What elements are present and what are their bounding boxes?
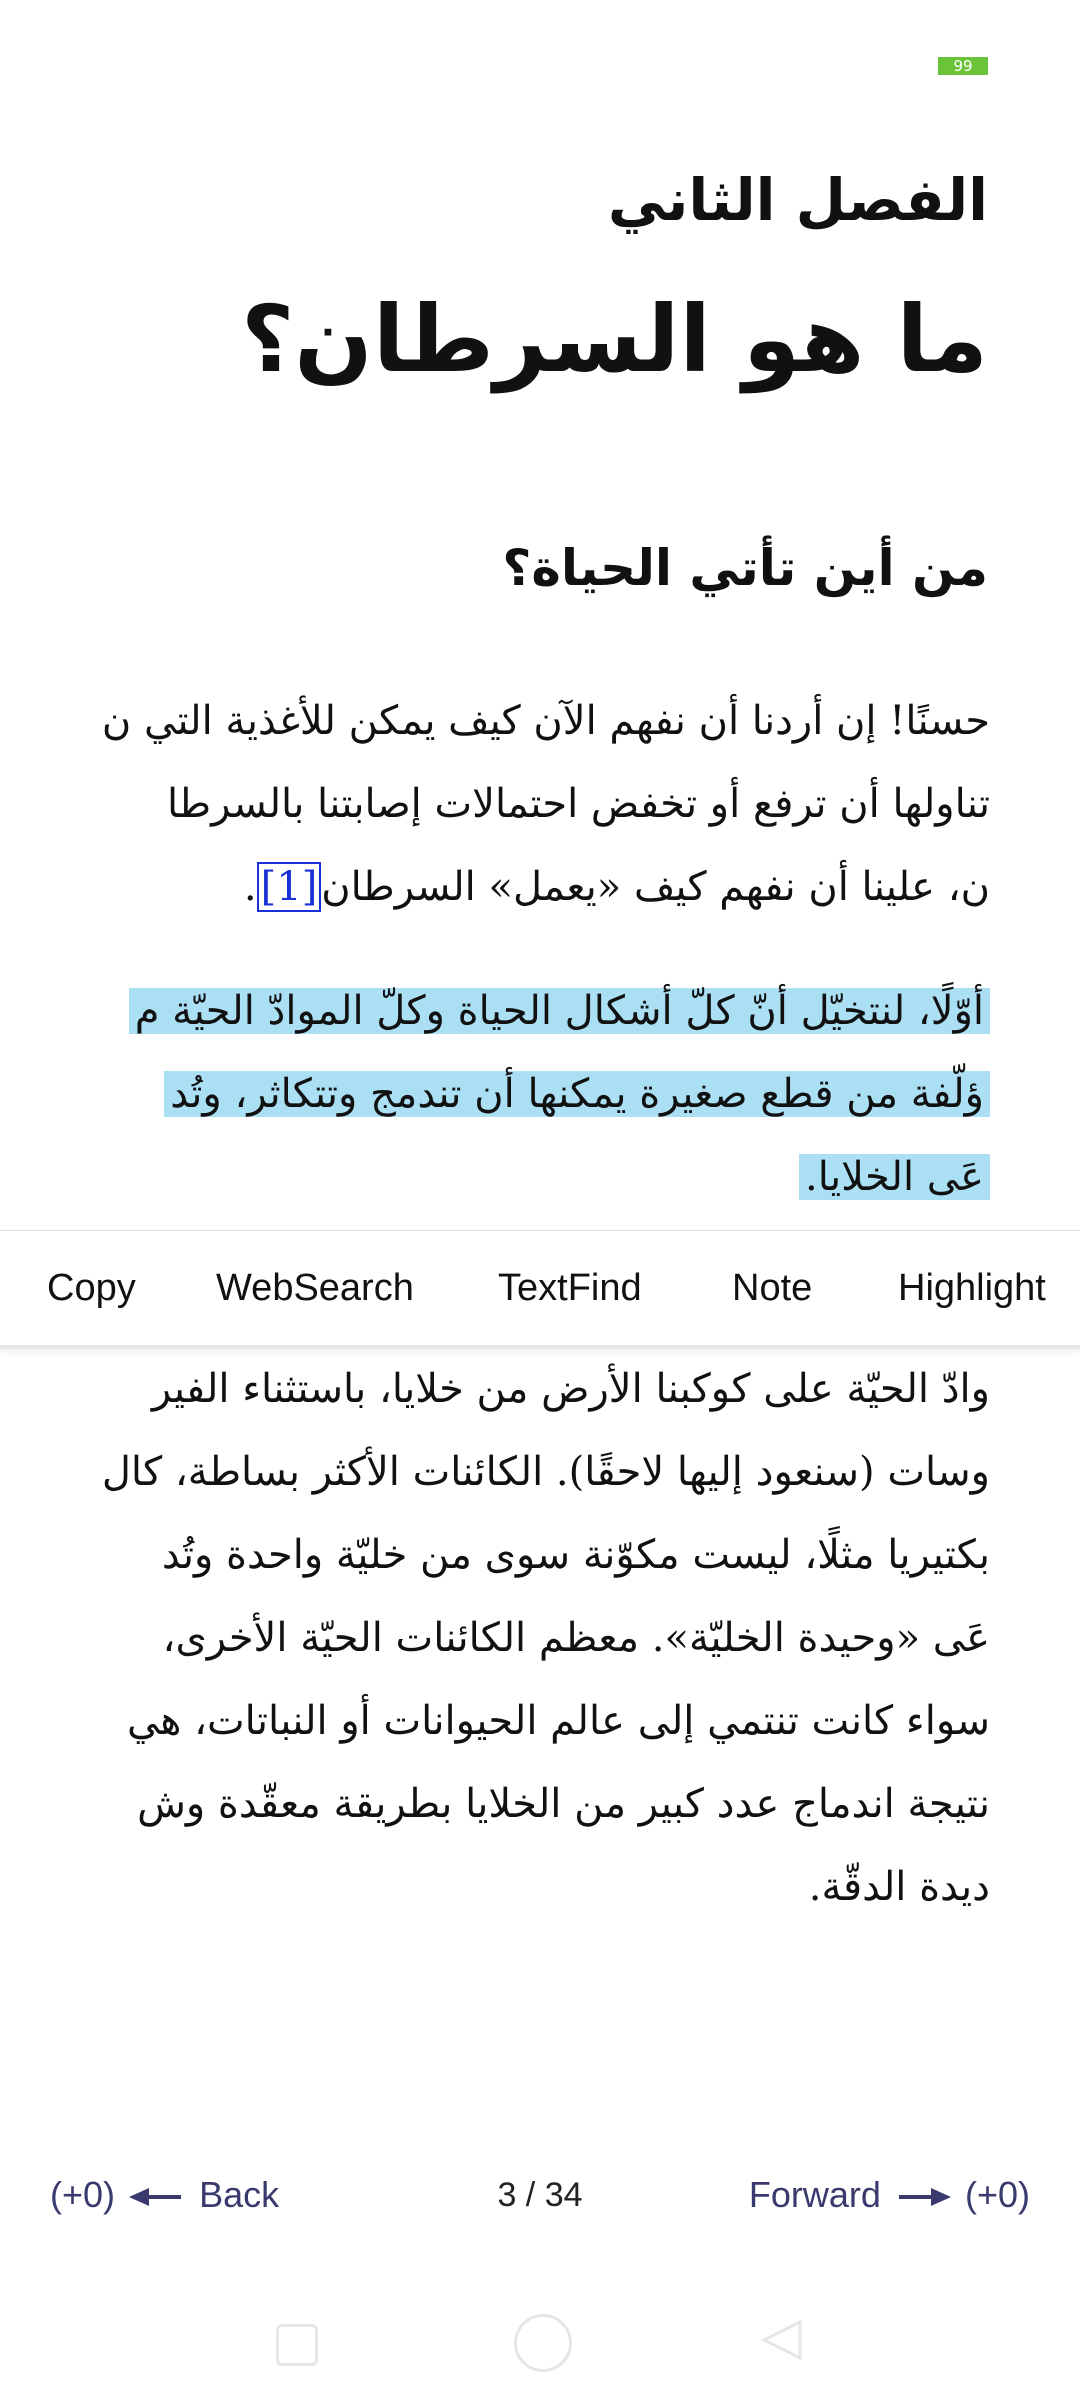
selected-text[interactable]: عَى الخلايا.: [799, 1154, 990, 1200]
paragraph-line: بكتيريا مثلًا، ليست مكوّنة سوى من خليّة واحدة وتُد: [161, 1532, 990, 1578]
paragraph-line: ديدة الدقّة.: [808, 1864, 990, 1910]
page-navigation: [0, 2160, 1080, 2230]
selected-text[interactable]: ؤلّفة من قطع صغيرة يمكنها أن تندمج وتتكاثر، وتُد: [164, 1071, 990, 1117]
paragraph-line: نتيجة اندماج عدد كبير من الخلايا بطريقة معقّدة وش: [137, 1781, 990, 1827]
paragraph-1[interactable]: [90, 680, 990, 929]
system-navigation-bar: [0, 2310, 1080, 2370]
forward-label: Forward: [748, 2174, 881, 2215]
paragraph-line: حسنًا! إن أردنا أن نفهم الآن كيف يمكن للأغذية التي ن: [101, 698, 990, 744]
section-heading: من أين تأتي الحياة؟: [502, 539, 988, 597]
paragraph-line: سواء كانت تنتمي إلى عالم الحيوانات أو النباتات، هي: [126, 1698, 990, 1744]
paragraph-line: وادّ الحيّة على كوكبنا الأرض من خلايا، باستثناء الفير: [151, 1366, 990, 1412]
page-title: ما هو السرطان؟: [240, 286, 988, 393]
paragraph-text: ن، علينا أن نفهم كيف «يعمل» السرطان: [321, 864, 990, 910]
arrow-right-icon: [891, 2162, 955, 2232]
recent-apps-icon[interactable]: [276, 2324, 318, 2366]
footnote-link[interactable]: [1]: [257, 862, 322, 912]
page-indicator: 3 / 34: [497, 2176, 583, 2214]
selected-text[interactable]: أوّلًا، لنتخيّل أنّ كلّ أشكال الحياة وكلّ الموادّ الحيّة م: [129, 988, 990, 1034]
paragraph-end: .: [243, 864, 257, 910]
battery-indicator: 99: [938, 57, 988, 75]
copy-button[interactable]: Copy: [47, 1267, 136, 1309]
selection-toolbar: [0, 1230, 1080, 1349]
back-label: Back: [199, 2174, 280, 2215]
textfind-button[interactable]: TextFind: [498, 1267, 642, 1309]
note-button[interactable]: Note: [732, 1267, 813, 1309]
forward-count: (+0): [964, 2174, 1030, 2215]
websearch-button[interactable]: WebSearch: [216, 1267, 414, 1309]
chapter-label: الفصل الثاني: [607, 166, 988, 234]
forward-button[interactable]: [749, 2160, 1030, 2232]
paragraph-line: تناولها أن ترفع أو تخفض احتمالات إصابتنا بالسرطا: [167, 781, 990, 827]
highlight-button[interactable]: Highlight: [898, 1267, 1046, 1309]
paragraph-2-selected[interactable]: [90, 970, 990, 1219]
system-back-icon[interactable]: [760, 2318, 804, 2366]
paragraph-line: عَى «وحيدة الخليّة». معظم الكائنات الحيّة الأخرى،: [162, 1615, 990, 1661]
paragraph-line: [90, 846, 990, 929]
back-count: (+0): [50, 2174, 116, 2215]
home-icon[interactable]: [514, 2314, 572, 2372]
paragraph-line: وسات (سنعود إليها لاحقًا). الكائنات الأكثر بساطة، كال: [101, 1449, 990, 1495]
paragraph-3[interactable]: [90, 1348, 990, 1929]
